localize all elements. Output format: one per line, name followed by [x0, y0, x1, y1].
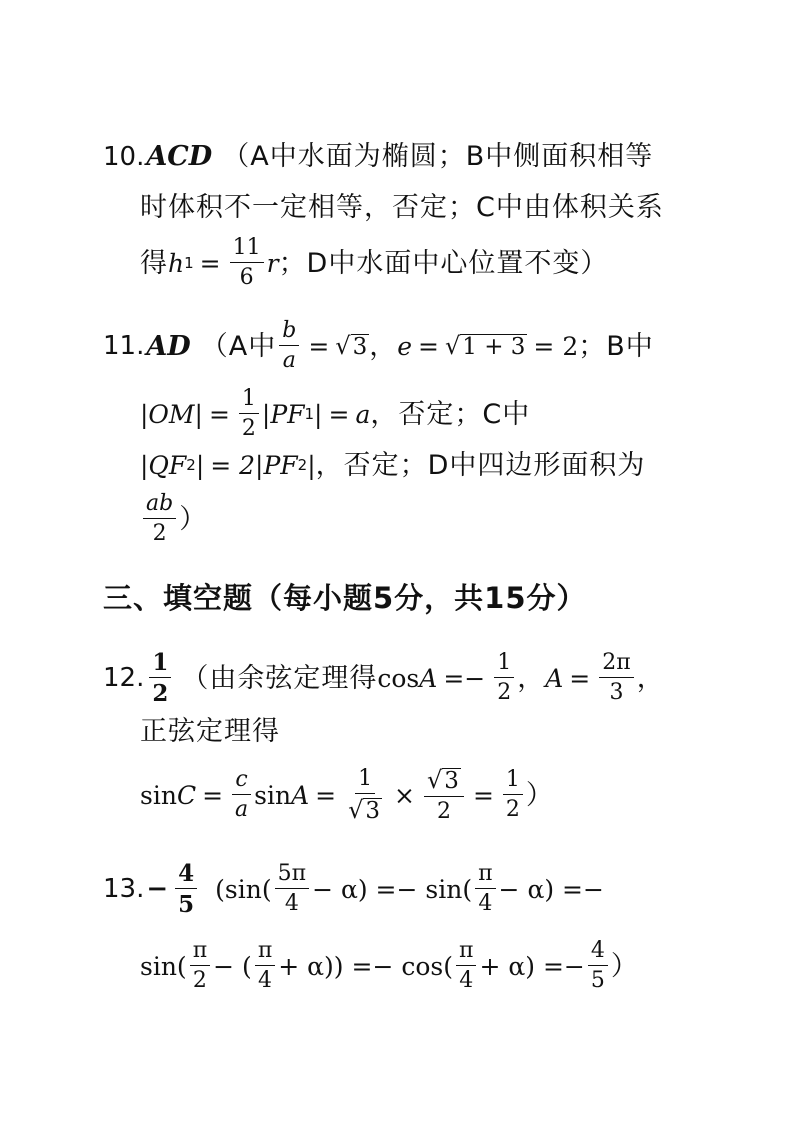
q11-pf1-sub: 1: [304, 404, 315, 423]
q11-a-var: a: [355, 399, 371, 429]
q12-comma: ，: [517, 662, 546, 694]
q10-h-var: h: [168, 248, 185, 278]
q12-f5: [503, 769, 523, 821]
q10-text-line3-post: ；D中水面中心位置不变）: [278, 247, 609, 279]
sqrt-sign-icon: √: [444, 331, 461, 360]
q12-f2: [599, 652, 633, 704]
q12-cos: cos: [377, 663, 420, 693]
q12-text-pre: （由余弦定理得: [181, 662, 378, 694]
q12-A2: A: [545, 663, 564, 693]
q12-f4-num-inner: 3: [444, 767, 459, 794]
q10-fraction: [230, 237, 264, 289]
q11-line3: [140, 452, 800, 479]
q13-neg: −: [146, 874, 169, 904]
q11-half-fraction: [239, 388, 259, 440]
q11-text-line3-post: ，否定；D中四边形面积为: [315, 450, 646, 481]
q11-answer: AD: [146, 330, 191, 362]
q11-line4: [140, 490, 800, 548]
q12-line1: [103, 647, 800, 709]
q10-line2: [140, 194, 800, 221]
q13-f3-den: 2: [192, 968, 207, 993]
q12-f3-num: 1: [355, 768, 375, 794]
q13-f5-den: 4: [459, 968, 474, 993]
q12-f2-den: 3: [609, 680, 624, 705]
q13-f1-num: 5π: [275, 863, 309, 889]
q11-half-den: 2: [241, 416, 256, 441]
q12-C-var: C: [176, 780, 197, 810]
q11-eq2: = 2: [533, 331, 579, 361]
q10-h-sub: 1: [184, 253, 194, 272]
q12-line3: [140, 762, 800, 828]
q11-number: 11.: [103, 331, 145, 361]
q11-eq-two-pf: = 2|PF: [210, 451, 298, 480]
q11-half-num: 1: [239, 388, 259, 414]
q12-line2: [140, 718, 800, 745]
q12-text-line2: 正弦定理得: [140, 716, 280, 747]
q11-line2: |OM| = $\frac{1}{2}$ |PF 1 | = a ，否定；C中: [140, 386, 531, 441]
q12-eq1: =: [202, 780, 224, 810]
q13-l1-open: (sin(: [215, 874, 272, 904]
q10-line1: [103, 143, 800, 170]
q12-f5-num: 1: [503, 769, 523, 795]
q11-qf2-close: |: [195, 451, 205, 480]
q11-pf1-close: |: [314, 399, 323, 429]
q12-eq-neg: =−: [443, 663, 486, 693]
q11-sqrt3-inner: 3: [352, 333, 368, 360]
q11-pf1: |PF: [261, 399, 305, 429]
q12-comma2: ，: [636, 662, 665, 694]
q10-text-line1: （A中水面为椭圆；B中侧面积相等: [222, 141, 654, 172]
q13-line1: [103, 857, 800, 921]
q11-qf2: |QF: [140, 451, 187, 480]
section-3-heading-row: [103, 581, 800, 615]
q11-text-post: ；B中: [578, 330, 654, 362]
q11-ba-fraction: [279, 320, 299, 372]
q11-pf2-close: |: [307, 451, 316, 480]
q12-f4: [424, 765, 464, 824]
q11-text-pre: （A中: [200, 330, 277, 362]
q12-f4-den: 2: [436, 798, 451, 824]
q11-ab-den: 2: [152, 521, 167, 546]
q10-answer: ACD: [146, 141, 213, 172]
sqrt-sign-icon: √: [427, 765, 443, 794]
q11-ab-num: ab: [143, 493, 176, 519]
q12-f4-num: [424, 765, 464, 797]
q13-f6: [588, 940, 608, 992]
q12-f3-den-inner: 3: [365, 797, 381, 824]
q11-sqrt-sum: [444, 331, 527, 360]
q12-eq: =: [569, 663, 591, 693]
q12-A3: A: [291, 780, 310, 810]
q13-f4-den: 4: [258, 968, 273, 993]
q12-f1-den: 2: [497, 680, 512, 705]
q12-eq3: =: [472, 780, 494, 810]
q12-ans-num: 1: [149, 651, 171, 678]
q12-sinA: sin: [254, 780, 292, 810]
q10-eq: =: [199, 248, 221, 278]
q12-ca: [232, 769, 251, 821]
q13-l1-mid: − α) =− sin(: [312, 874, 473, 904]
q13-l2-open: sin(: [140, 951, 187, 981]
q13-l2-mid2: + α)) =− cos(: [278, 951, 453, 981]
q11-eq: =: [308, 331, 330, 361]
q13-f5: [456, 940, 476, 992]
section-3-heading: 三、填空题（每小题5分，共15分）: [103, 581, 587, 615]
q10-number: 10.: [103, 141, 145, 172]
q11-pf2-sub: 2: [297, 456, 308, 474]
q13-f2-den: 4: [478, 891, 493, 916]
q13-f6-den: 5: [590, 968, 605, 993]
q11-om: |OM|: [140, 399, 203, 429]
q11-comma: ，: [369, 330, 398, 362]
q13-number: 13.: [103, 874, 145, 904]
q13-close: ）: [610, 950, 639, 982]
q12-A-var: A: [419, 663, 438, 693]
q12-answer-fraction: [149, 651, 171, 705]
q10-frac-den: 6: [239, 265, 254, 290]
q13-f1: [275, 863, 309, 915]
q13-f3: [190, 940, 210, 992]
q10-line3: [140, 232, 800, 294]
q13-answer-fraction: [175, 862, 197, 916]
q12-eq2: =: [315, 780, 337, 810]
q12-ca-num: c: [232, 769, 250, 795]
q11-line1: 11. AD （A中 $\frac{b}{a}$ = √ 3 ， e = √ 1 + 3 = 2 ；B中: [103, 318, 654, 373]
q12-f2-num: 2π: [599, 652, 633, 678]
q11-ab-fraction: [143, 493, 176, 545]
q13-ans-num: 4: [175, 862, 197, 889]
q11-e-var: e: [397, 331, 412, 361]
q13-line2: [140, 934, 800, 998]
q12-f1-num: 1: [494, 652, 514, 678]
q11-qf2-sub: 2: [186, 456, 196, 474]
q11-ba-den: a: [282, 348, 296, 373]
q11-text-line2-post: ，否定；C中: [370, 398, 531, 430]
q13-f3-num: π: [190, 940, 210, 966]
q13-f1-den: 4: [284, 891, 299, 916]
q13-f4-num: π: [255, 940, 275, 966]
q13-f4: [255, 940, 275, 992]
q13-f2: [475, 863, 495, 915]
q13-ans-den: 5: [178, 891, 195, 918]
q12-sin: sin: [140, 780, 177, 810]
q11-close: ）: [179, 503, 208, 535]
q13-l2-mid3: + α) =−: [479, 951, 585, 981]
q12-ans-den: 2: [152, 680, 169, 707]
q11-eq-a: =: [328, 399, 350, 429]
q12-ca-den: a: [235, 797, 249, 822]
q12-f3: [345, 765, 385, 824]
q12-f1: [494, 652, 514, 704]
q13-f5-num: π: [456, 940, 476, 966]
q13-l1-end: − α) =−: [498, 874, 604, 904]
q12-number: 12.: [103, 663, 145, 693]
q11-sqrt-inner: 1 + 3: [462, 333, 526, 360]
sqrt-sign-icon: √: [335, 331, 351, 360]
q12-f3-den: [345, 794, 385, 823]
q13-l2-mid1: − (: [213, 951, 252, 981]
q10-text-de: 得: [140, 247, 168, 279]
q12-times: ×: [394, 780, 415, 810]
q13-f6-num: 4: [588, 940, 608, 966]
q10-r-var: r: [266, 248, 279, 278]
sqrt-sign-icon: √: [348, 795, 364, 824]
q11-sqrt3: [335, 331, 369, 360]
q11-ba-num: b: [279, 320, 299, 346]
q10-text-line2: 时体积不一定相等，否定；C中由体积关系: [140, 192, 664, 223]
q13-f2-num: π: [475, 863, 495, 889]
q10-frac-num: 11: [230, 237, 264, 263]
q12-close: ）: [525, 779, 554, 811]
q12-f5-den: 2: [505, 797, 520, 822]
